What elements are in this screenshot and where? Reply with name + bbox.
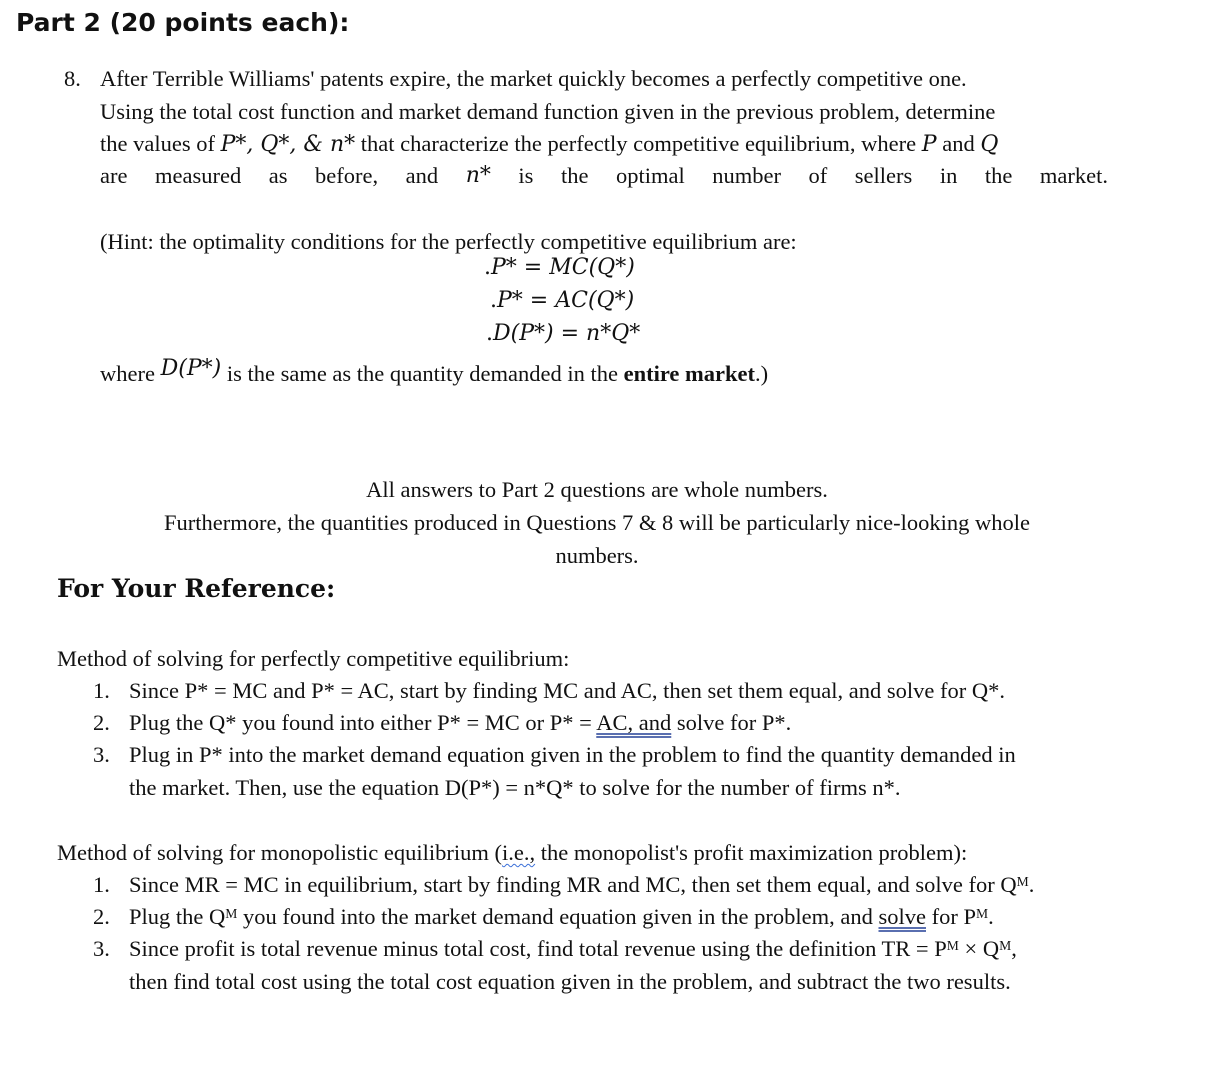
- bullet-dot: .: [490, 288, 497, 313]
- word: optimal: [615, 163, 685, 188]
- word: the: [984, 163, 1013, 188]
- bullet-dot: .: [486, 321, 493, 346]
- word: measured: [155, 163, 242, 188]
- question-line-2: Using the total cost function and market demand function given in the previous problem, determine: [100, 99, 996, 124]
- step-number: 1.: [93, 678, 110, 703]
- math-n: n*: [465, 163, 491, 188]
- word: sellers: [854, 163, 913, 188]
- text: for Pᴹ.: [926, 904, 994, 929]
- monopoly-heading: [57, 840, 967, 866]
- text: where: [100, 361, 155, 386]
- word: number: [712, 163, 781, 188]
- note-line-3: numbers.: [555, 543, 639, 568]
- step-number: 2.: [93, 904, 110, 929]
- text: is the same as the quantity demanded in the: [226, 361, 618, 386]
- word: is: [518, 163, 534, 188]
- step-number: 3.: [93, 742, 110, 767]
- word: the: [560, 163, 589, 188]
- step-text: Since MR = MC in equilibrium, start by finding MR and MC, then set them equal, and solve for Qᴹ.: [129, 872, 1035, 897]
- note-line-2: Furthermore, the quantities produced in Questions 7 & 8 will be particularly nice-looking whole: [163, 510, 1031, 535]
- equation: P* = AC(Q*): [497, 288, 635, 313]
- word: before,: [315, 163, 379, 188]
- text: and: [942, 131, 975, 156]
- word: are: [100, 163, 128, 188]
- text-underlined: AC, and: [596, 710, 672, 735]
- competitive-heading: Method of solving for perfectly competitive equilibrium:: [57, 646, 570, 671]
- question-line-1: After Terrible Williams' patents expire, the market quickly becomes a perfectly competitive one.: [100, 66, 967, 91]
- step-text-continued: then find total cost using the total cost equation given in the problem, and subtract the two results.: [129, 969, 1011, 994]
- equation: P* = MC(Q*): [491, 255, 635, 280]
- step-number: 2.: [93, 710, 110, 735]
- part-title: Part 2 (20 points each):: [16, 8, 350, 37]
- text-spellcheck: i.e.,: [501, 840, 536, 865]
- math-Q: Q: [980, 132, 999, 157]
- step-number: 3.: [93, 936, 110, 961]
- word: and: [405, 163, 439, 188]
- step-text: Plug in P* into the market demand equation given in the problem to find the quantity demanded in: [129, 742, 1016, 767]
- text: that characterize the perfectly competitive equilibrium, where: [360, 131, 917, 156]
- text: Plug the Qᴹ you found into the market demand equation given in the problem, and: [129, 904, 879, 929]
- word: as: [268, 163, 288, 188]
- equation: D(P*) = n*Q*: [493, 321, 641, 346]
- word: market.: [1039, 163, 1108, 188]
- question-line-4: [100, 163, 1108, 189]
- text: the values of: [100, 131, 215, 156]
- step-text: Since profit is total revenue minus total cost, find total revenue using the definition TR = Pᴹ × Qᴹ,: [129, 936, 1017, 961]
- bullet-dot: .: [484, 255, 491, 280]
- step-number: 1.: [93, 872, 110, 897]
- where-line: [100, 356, 769, 387]
- text-underlined: solve: [878, 904, 926, 929]
- note-line-1: All answers to Part 2 questions are whole numbers.: [366, 477, 828, 502]
- math-vars: P*, Q*, & n*: [220, 132, 356, 157]
- text: solve for P*.: [671, 710, 792, 735]
- question-number: 8.: [64, 66, 81, 91]
- step-text: Since P* = MC and P* = AC, start by finding MC and AC, then set them equal, and solve for Q*.: [129, 678, 1005, 703]
- text: Method of solving for monopolistic equilibrium (: [57, 840, 502, 865]
- condition-2: [490, 288, 634, 313]
- text: .): [755, 361, 769, 386]
- question-line-3: [100, 131, 1108, 157]
- text: the monopolist's profit maximization problem):: [535, 840, 968, 865]
- condition-3: [486, 321, 640, 346]
- reference-title: For Your Reference:: [57, 574, 336, 603]
- text: Plug the Q* you found into either P* = MC or P* =: [129, 710, 597, 735]
- hint-intro: (Hint: the optimality conditions for the perfectly competitive equilibrium are:: [100, 229, 797, 254]
- condition-1: [484, 255, 635, 280]
- text-bold: entire market: [623, 361, 756, 386]
- word: of: [808, 163, 828, 188]
- step-text: [129, 904, 994, 930]
- math-demand: D(P*): [160, 356, 222, 381]
- math-P: P: [921, 132, 937, 157]
- step-text-continued: the market. Then, use the equation D(P*) = n*Q* to solve for the number of firms n*.: [129, 775, 901, 800]
- step-text: [129, 710, 791, 736]
- word: in: [939, 163, 958, 188]
